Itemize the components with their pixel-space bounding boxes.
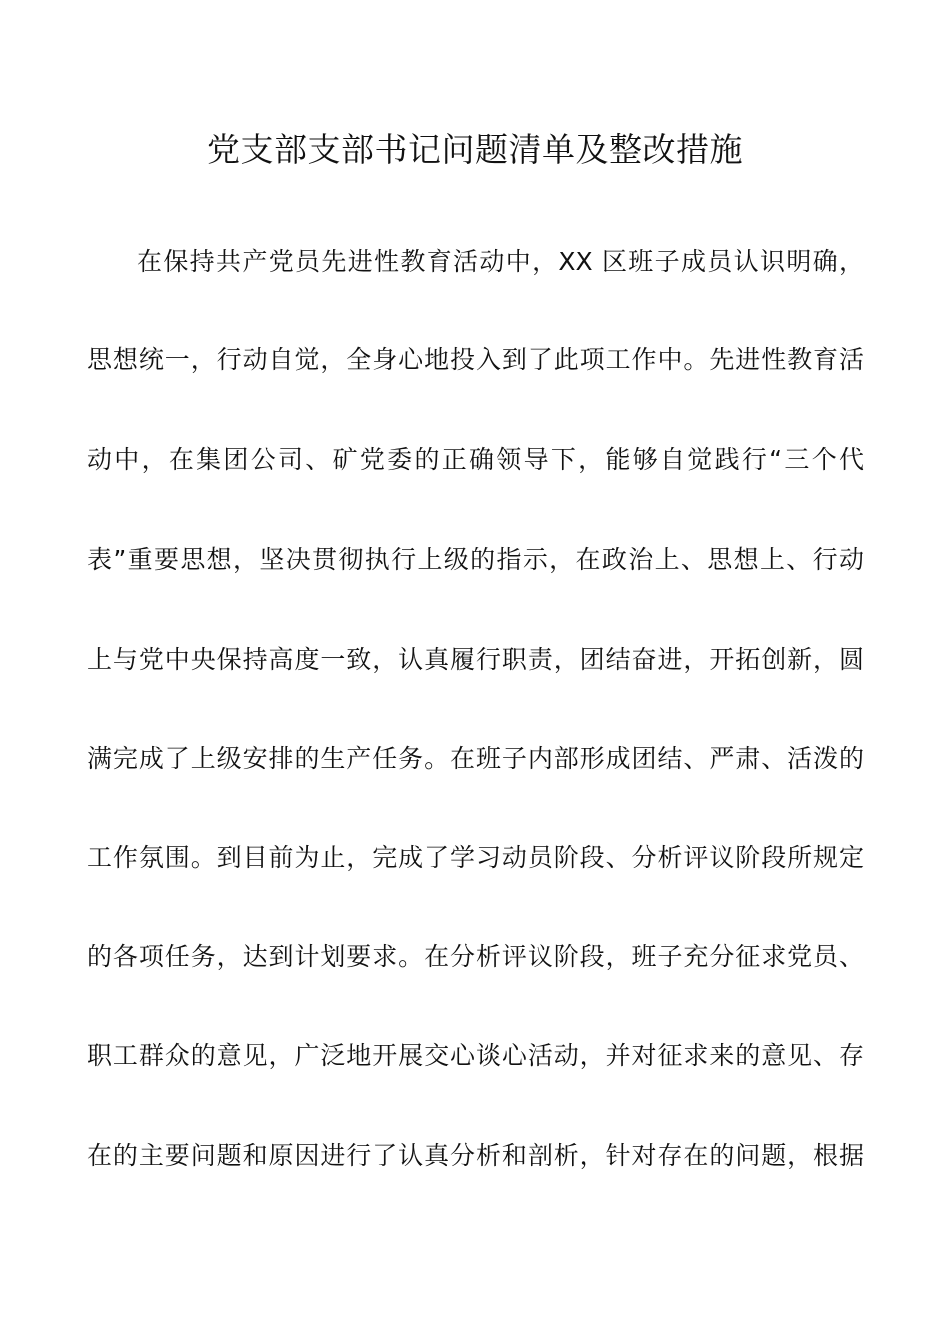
paragraph-line: 工作氛围。到目前为止，完成了学习动员阶段、分析评议阶段所规定 (87, 843, 864, 872)
paragraph-line: 思想统一，行动自觉，全身心地投入到了此项工作中。先进性教育活 (87, 345, 864, 374)
paragraph-line: 职工群众的意见，广泛地开展交心谈心活动，并对征求来的意见、存 (87, 1041, 864, 1070)
paragraph-line: 在的主要问题和原因进行了认真分析和剖析，针对存在的问题，根据 (87, 1141, 864, 1170)
paragraph-line: 上与党中央保持高度一致，认真履行职责，团结奋进，开拓创新，圆 (87, 645, 864, 674)
paragraph-line: 的各项任务，达到计划要求。在分析评议阶段，班子充分征求党员、 (87, 942, 864, 971)
paragraph-line: 在保持共产党员先进性教育活动中，XX 区班子成员认识明确， (137, 247, 864, 276)
document-title: 党支部支部书记问题清单及整改措施 (207, 130, 743, 169)
paragraph-line: 动中，在集团公司、矿党委的正确领导下，能够自觉践行“三个代 (87, 445, 864, 474)
paragraph-line: 表”重要思想，坚决贯彻执行上级的指示，在政治上、思想上、行动 (87, 545, 864, 574)
paragraph-line: 满完成了上级安排的生产任务。在班子内部形成团结、严肃、活泼的 (87, 744, 864, 773)
